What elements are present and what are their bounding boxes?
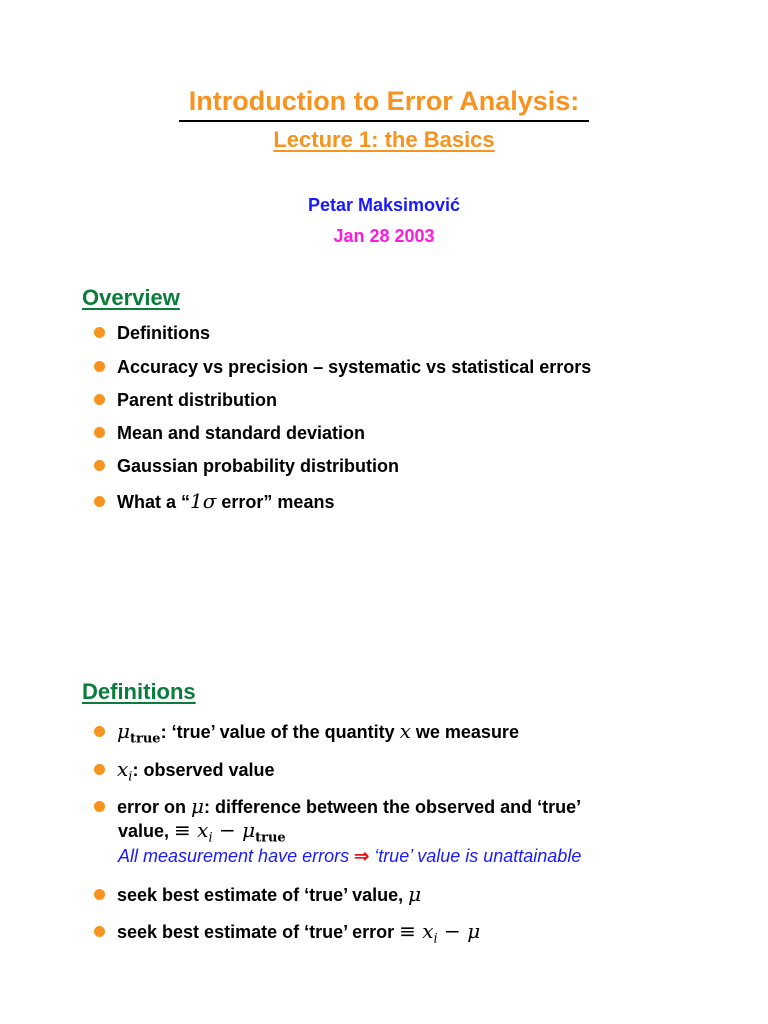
i-subscript: i — [433, 931, 438, 947]
list-item — [94, 794, 581, 818]
list-item — [94, 323, 210, 344]
list-item-continuation — [118, 818, 286, 846]
bullet-icon — [94, 460, 105, 471]
list-item-text: we measure — [410, 722, 519, 742]
x-math: x — [197, 818, 209, 842]
list-item-text: seek best estimate of ‘true’ error — [117, 922, 400, 942]
bullet-icon — [94, 889, 105, 900]
bullet-icon — [94, 496, 105, 507]
definitions-heading: Definitions — [82, 679, 196, 704]
list-item-text: : ‘true’ value of the quantity — [160, 722, 400, 742]
note-part: ‘true’ value is unattainable — [369, 846, 582, 866]
one-sigma-math: 1σ — [190, 489, 217, 513]
mu-math: μ — [408, 882, 422, 906]
list-item-text: seek best estimate of ‘true’ value, — [117, 885, 409, 905]
bullet-icon — [94, 427, 105, 438]
list-item-text: Gaussian probability distribution — [117, 456, 400, 476]
list-item-text: value, — [118, 821, 175, 841]
mu-math: μ — [191, 794, 205, 818]
bullet-icon — [94, 394, 105, 405]
mu-math: μ — [242, 818, 256, 842]
page-title: Introduction to Error Analysis: — [188, 86, 580, 116]
list-item — [94, 423, 365, 444]
i-subscript: i — [208, 830, 213, 846]
implies-arrow-icon: ⇒ — [354, 846, 370, 866]
list-item-text: Parent distribution — [117, 390, 278, 410]
list-item — [94, 390, 277, 411]
list-item-text: error” means — [216, 492, 335, 512]
x-math: x — [399, 719, 411, 743]
list-item-text: : difference between the observed and ‘true’ — [204, 797, 582, 817]
mu-math: μ — [117, 719, 130, 743]
bullet-icon — [94, 726, 105, 737]
overview-heading: Overview — [82, 285, 180, 310]
lecture-date: Jan 28 2003 — [333, 226, 435, 246]
author-name: Petar Maksimović — [307, 195, 461, 215]
minus-math: − — [212, 818, 243, 842]
note-part: All measurement have errors — [118, 846, 355, 866]
title-underline — [179, 120, 589, 122]
i-subscript: i — [128, 769, 133, 785]
equiv-math: ≡ — [174, 818, 198, 842]
minus-math: − — [437, 919, 468, 943]
list-item — [94, 456, 399, 477]
list-item — [94, 357, 591, 378]
equiv-math: ≡ — [399, 919, 423, 943]
true-subscript: true — [255, 830, 286, 846]
list-item — [94, 882, 421, 906]
x-math: x — [422, 919, 434, 943]
page-subtitle — [0, 127, 768, 153]
list-item — [94, 919, 480, 947]
list-item — [94, 489, 334, 513]
bullet-icon — [94, 327, 105, 338]
true-subscript: true — [130, 731, 161, 747]
subtitle-text: Lecture 1: the Basics — [273, 127, 495, 152]
list-item-text: error on — [117, 797, 192, 817]
list-item-text: : observed value — [132, 760, 275, 780]
note-text — [118, 846, 581, 867]
bullet-icon — [94, 361, 105, 372]
list-item-text: Accuracy vs precision – systematic vs statistical errors — [117, 357, 592, 377]
mu-math: μ — [467, 919, 481, 943]
x-math: x — [117, 757, 129, 781]
bullet-icon — [94, 764, 105, 775]
list-item — [94, 757, 275, 785]
bullet-icon — [94, 801, 105, 812]
list-item — [94, 719, 519, 747]
bullet-icon — [94, 926, 105, 937]
list-item-text: Mean and standard deviation — [117, 423, 366, 443]
list-item-text: Definitions — [117, 323, 210, 343]
list-item-text: What a “ — [117, 492, 191, 512]
